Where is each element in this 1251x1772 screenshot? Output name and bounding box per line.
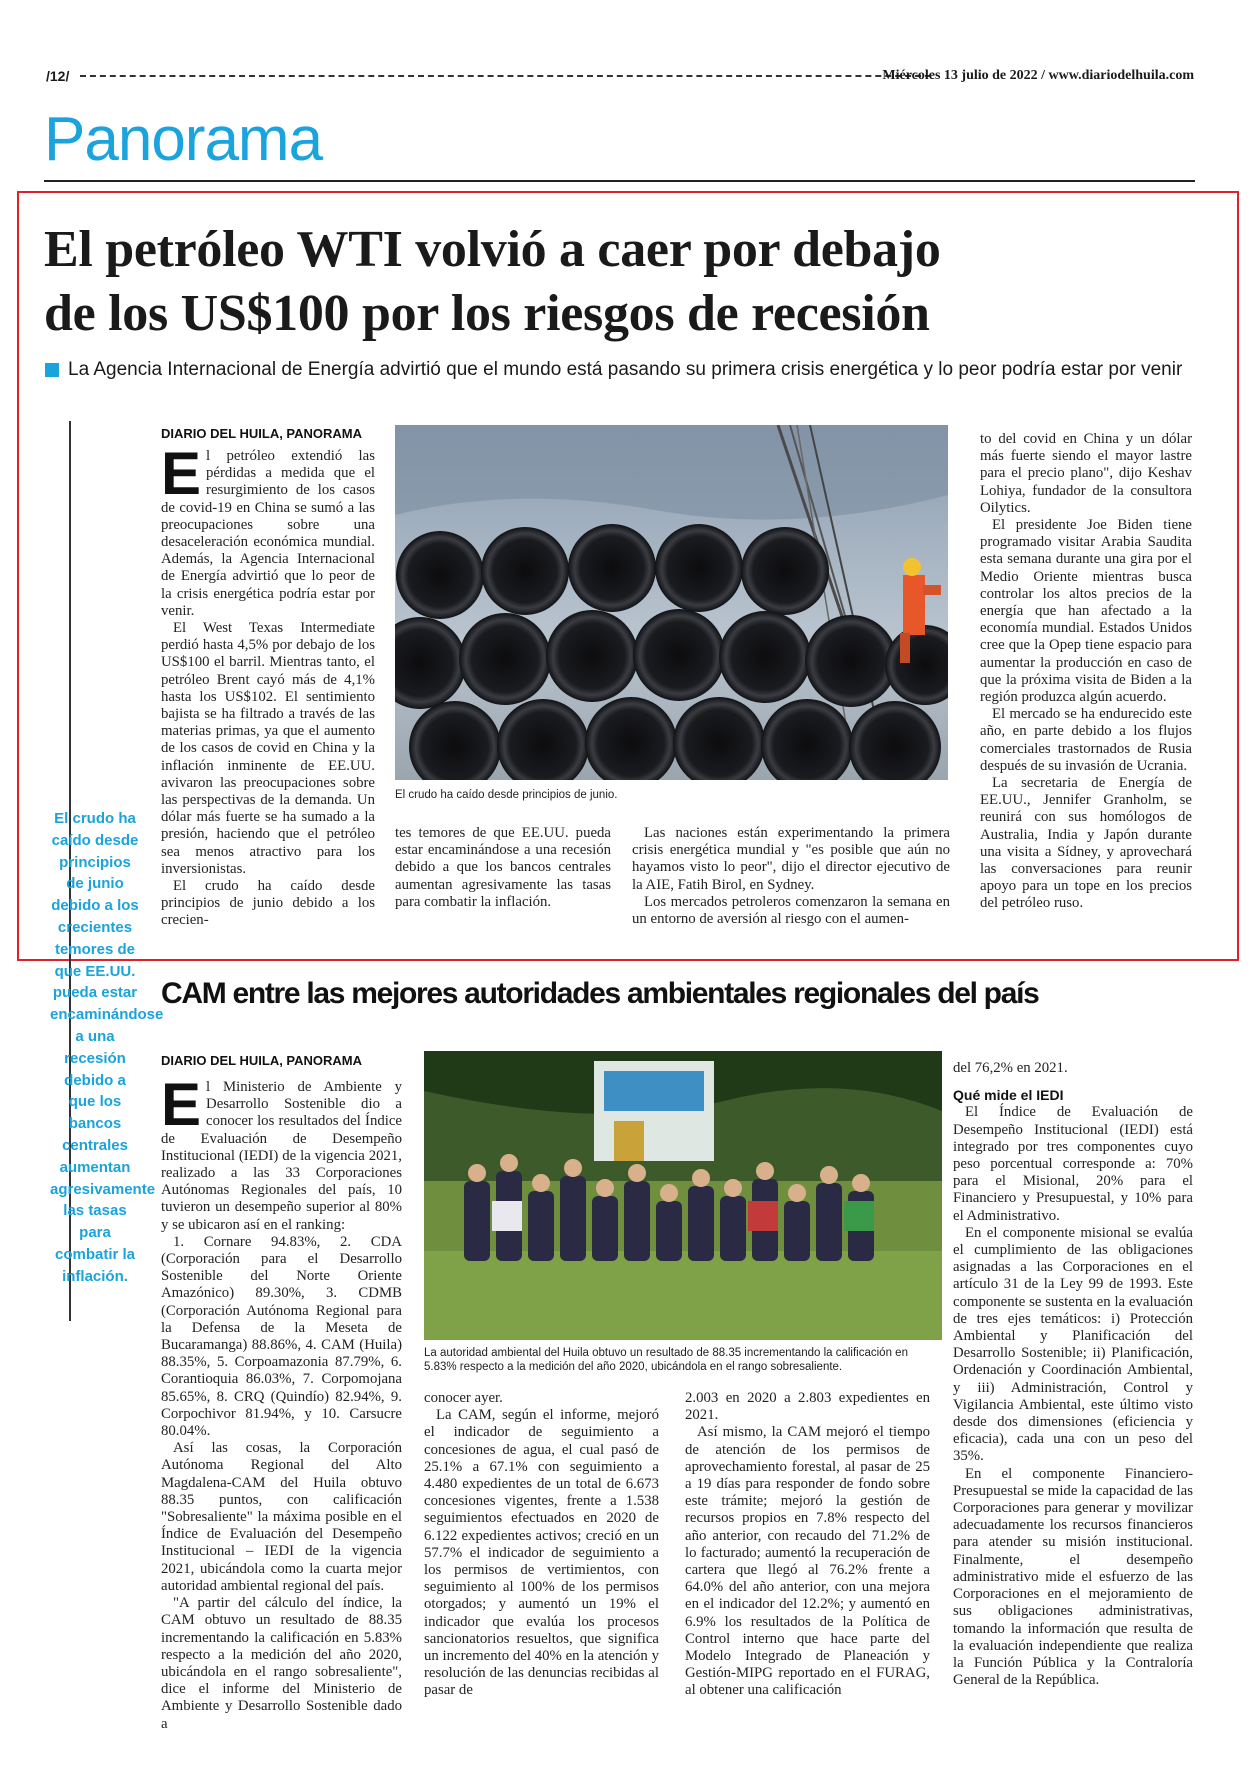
paragraph: tes temores de que EE.UU. pueda estar encaminándose a una recesión debido a que los bancos centrales aumentan agresivamente las tasas para combatir la inflación. <box>395 825 611 910</box>
paragraph: 1. Cornare 94.83%, 2. CDA (Corporación para el Desarrollo Sostenible del Norte Oriente Amazónico) 89.30%, 3. CDMB (Corporación Autónoma Regional para la Defensa de la Meseta de Bucaramanga) 88.86%, 4. CAM (Huila) 88.35%, 5. Corpoamazonia 87.79%, 6. Corantioquia 86.03%, 7. Corpomojana 85.65%, 8. CRQ (Quindío) 82.94%, 9. Corpochivor 81.94%, y 10. Carsucre 80.04%. <box>161 1233 402 1440</box>
byline: DIARIO DEL HUILA, PANORAMA <box>161 1053 363 1068</box>
paragraph: El Índice de Evaluación de Desempeño Institucional (IEDI) está integrado por tres componentes cuyo peso porcentual corresponde a: 70% para el Misional, 20% para el Financiero y Presupuestal, y 10% para el Administrativo. <box>953 1104 1193 1224</box>
paragraph: Los mercados petroleros comenzaron la semana en un entorno de aversión al riesgo con el aumen- <box>632 893 950 928</box>
paragraph: "A partir del cálculo del índice, la CAM obtuvo un resultado de 88.35 incrementando la calificación en 5.83% respecto a la medición del año 2020, ubicándola en el rango sobresaliente", dice el informe del Ministerio de Ambiente y Desarrollo Sostenible dado a <box>161 1595 402 1732</box>
paragraph: La CAM, según el informe, mejoró el indicador de seguimiento a concesiones de agua, el cual pasó de 25.1% a 67.1% con seguimiento a 4.480 expedientes de un total de 6.673 concesiones vigentes, frente a 1.538 seguimientos efectuados en 2020 de 6.122 expedientes activos; creció en un 57.7% el indicador de seguimiento a los permisos de vertimientos, con seguimiento al 100% de los permisos otorgados; y aumentó un 19% el indicador que evalúa los procesos sancionatorios resueltos, que significa un incremento del 40% en la atención y resolución de las denuncias recibidas al pasar de <box>424 1407 659 1699</box>
group-photo <box>424 1051 942 1340</box>
paragraph: Así mismo, la CAM mejoró el tiempo de atención de los permisos de aprovechamiento forestal, al pasar de 25 a 19 días para responder de fondo sobre este trámite; mejoró la gestión de recursos propios en 7.8% respecto del año anterior, con recaudo del 71.2% de lo facturado; aumentó la recuperación de cartera que llegó al 76.2% frente a 64.0% del año anterior, con una mejora en el indicador del 12.2%; y aumentó en 6.9% los resultados de la Política de Control interno que hace parte del Modelo Integrado de Planeación y Gestión-MIPG reportado en el FURAG, al obtener una calificación <box>685 1424 930 1699</box>
paragraph: l Ministerio de Ambiente y Desarrollo Sostenible dio a conocer los resultados del Índice de Evaluación de Desempeño Institucional (IEDI) de la vigencia 2021, realizado a las 33 Corporaciones Autónomas Regionales del país, 10 tuvieron un desempeño superior al 80% y se ubicaron así en el ranking: <box>161 1079 402 1233</box>
article1-column-3 <box>632 825 950 928</box>
header-rule <box>80 75 931 77</box>
paragraph: El crudo ha caído desde principios de junio debido a los crecien- <box>161 878 375 929</box>
article2-column-2 <box>424 1390 659 1700</box>
section-title: Panorama <box>44 105 323 174</box>
paragraph: to del covid en China y un dólar más fuerte siendo el mayor lastre para el precio plano", dijo Keshav Lohiya, fundador de la consultora Oilytics. <box>980 431 1192 516</box>
article2-headline: CAM entre las mejores autoridades ambientales regionales del país <box>161 977 1039 1010</box>
article2-column-4 <box>953 1060 1193 1689</box>
drop-cap: E <box>161 440 202 507</box>
oil-pipes-illustration <box>395 425 948 780</box>
headline-line-2: de los US$100 por los riesgos de recesión <box>44 285 930 342</box>
paragraph: La secretaria de Energía de EE.UU., Jennifer Granholm, se reunirá con sus homólogos de Australia, India y Japón durante una visita a Sídney, y aprovechará las conversaciones para reunir apoyo para un tope en los precios del petróleo ruso. <box>980 775 1192 912</box>
drop-cap: E <box>161 1071 202 1138</box>
article2-column-3 <box>685 1390 930 1700</box>
paragraph: conocer ayer. <box>424 1390 503 1406</box>
pull-quote: El crudo ha caído desde principios de junio debido a los crecientes temores de que EE.UU. pueda estar encaminándose a una recesión debido a que los bancos centrales aumentan agresivamente las tasas para combatir la inflación. <box>50 810 164 1285</box>
article1-column-4 <box>980 431 1192 913</box>
subhead: Qué mide el IEDI <box>953 1087 1064 1104</box>
photo-caption: La autoridad ambiental del Huila obtuvo un resultado de 88.35 incrementando la calificación en 5.83% respecto a la medición del año 2020, ubicándola en el rango sobresaliente. <box>424 1347 908 1373</box>
byline: DIARIO DEL HUILA, PANORAMA <box>161 426 363 441</box>
article1-column-1 <box>161 425 375 930</box>
paragraph: El West Texas Intermediate perdió hasta 4,5% por debajo de los US$100 el barril. Mientras tanto, el petróleo Brent cayó más de 4,1% hasta los US$102. El sentimiento bajista se ha filtrado a través de las materias primas, ya que el aumento de los casos de covid en China y la inflación inminente de EE.UU. avivaron las preocupaciones sobre las perspectivas de la demanda. Un dólar más fuerte se ha sumado a la presión, haciendo que el petróleo sea menos atractivo para los inversionistas. <box>161 620 375 877</box>
section-rule <box>44 180 1195 182</box>
article-deck: La Agencia Internacional de Energía advirtió que el mundo está pasando su primera crisis energética y lo peor podría estar por venir <box>68 359 1183 380</box>
paragraph: Así las cosas, la Corporación Autónoma Regional del Alto Magdalena-CAM del Huila obtuvo 88.35 puntos, con calificación "Sobresaliente" la máxima posible en el Índice de Evaluación del Desempeño Institucional – IEDI de la vigencia 2021, ubicándola como la cuarta mejor autoridad ambiental regional del país. <box>161 1440 402 1594</box>
paragraph: 2.003 en 2020 a 2.803 expedientes en 2021. <box>685 1390 930 1424</box>
page-number: /12/ <box>46 68 70 84</box>
article2-column-1 <box>161 1052 402 1733</box>
paragraph: El mercado se ha endurecido este año, en parte debido a los flujos comerciales trastornados de Rusia después de su invasión de Ucrania. <box>980 706 1192 774</box>
paragraph: Las naciones están experimentando la primera crisis energética mundial y "es posible que aún no hayamos visto lo peor", dijo el director ejecutivo de la AIE, Fatih Birol, en Sydney. <box>632 825 950 893</box>
article-headline <box>44 218 1214 346</box>
photo-caption: El crudo ha caído desde principios de junio. <box>395 789 618 801</box>
paragraph: En el componente Financiero-Presupuestal se mide la capacidad de las Corporaciones para generar y movilizar adecuadamente los recursos financieros para atender su misión institucional. Finalmente, el desempeño administrativo mide el esfuerzo de las Corporaciones en el mejoramiento de sus obligaciones administrativas, tomando la información que resulta de la evaluación independiente que realiza la Función Pública y la Contraloría General de la República. <box>953 1465 1193 1689</box>
paragraph: del 76,2% en 2021. <box>953 1060 1068 1076</box>
oil-pipes-photo <box>395 425 948 780</box>
dateline: Miércoles 13 julio de 2022 / www.diariodelhuila.com <box>882 68 1194 83</box>
paragraph: El presidente Joe Biden tiene programado visitar Arabia Saudita esta semana durante una gira por el Medio Oriente mientras busca controlar los altos precios de la energía que han afectado a la economía mundial. Estados Unidos cree que la Opep tiene espacio para aumentar la producción en caso de que la próxima visita de Biden a la región produzca algún acuerdo. <box>980 517 1192 706</box>
headline-line-1: El petróleo WTI volvió a caer por debajo <box>44 221 941 278</box>
article1-column-2 <box>395 825 611 911</box>
paragraph: En el componente misional se evalúa el cumplimiento de las obligaciones asignadas a las Corporaciones en el artículo 31 de la Ley 99 de 1993. Este componente se sustenta en la evaluación de tres ejes temáticos: i) Protección Ambiental y Planificación del Desarrollo Sostenible; ii) Planificación, Ordenación y Coordinación Ambiental, y iii) Administración, Control y Vigilancia Ambiental, este último visto desde dos dimensiones (eficiencia y eficacia), cada una con un peso del 35%. <box>953 1224 1193 1465</box>
paragraph: l petróleo extendió las pérdidas a medida que el resurgimiento de los casos de covid-19 en China se sumó a las preocupaciones sobre una desaceleración económica mundial. Además, la Agencia Internacional de Energía advirtió que lo peor de la crisis energética podría estar por venir. <box>161 448 375 619</box>
group-photo-illustration <box>424 1051 942 1340</box>
